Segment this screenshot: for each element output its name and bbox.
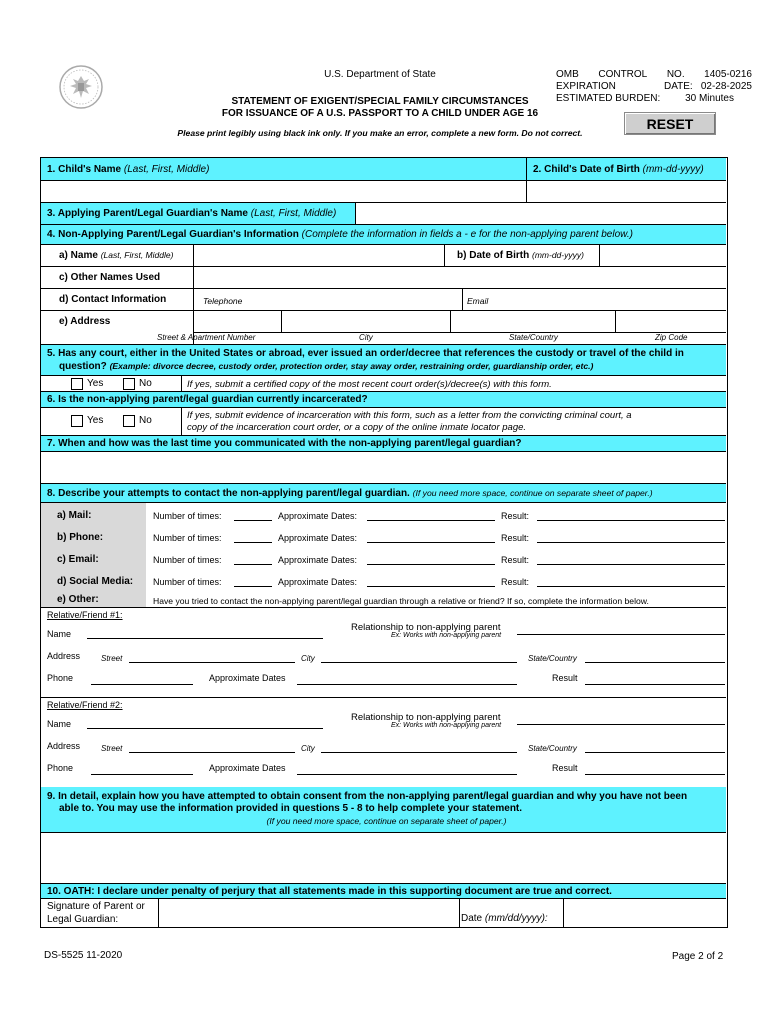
form-title-line2: FOR ISSUANCE OF A U.S. PASSPORT TO A CHILD UNDER AGE 16 (221, 108, 539, 119)
nap-name-input[interactable] (195, 246, 441, 264)
court-order-no-checkbox[interactable] (123, 378, 135, 390)
incarcerated-note-1: If yes, submit evidence of incarceration with this form, such as a letter from the convicting criminal court, a (187, 410, 632, 421)
friend-state-input[interactable] (585, 742, 725, 753)
signature-label: Signature of Parent or Legal Guardian: (47, 901, 145, 925)
telephone-label: Telephone (203, 296, 243, 306)
friend-result-input[interactable] (585, 764, 725, 775)
nap-dob-input[interactable] (601, 246, 723, 264)
nap-email-input[interactable] (497, 290, 723, 308)
city-caption: City (359, 333, 373, 342)
nap-address-label: e) Address (59, 316, 111, 327)
attempt-times-input[interactable] (234, 576, 272, 587)
last-communication-input[interactable] (43, 453, 724, 481)
friend-name-input[interactable] (87, 628, 323, 639)
form-id: DS-5525 11-2020 (44, 950, 123, 961)
attempt-row-label: d) Social Media: (57, 576, 134, 587)
friend-phone-input[interactable] (91, 674, 193, 685)
attempt-times-input[interactable] (234, 510, 272, 521)
attempt-other-label: e) Other: (57, 594, 99, 605)
nap-contact-label: d) Contact Information (59, 294, 167, 305)
attempt-dates-input[interactable] (367, 510, 495, 521)
friend-city-input[interactable] (321, 652, 517, 663)
friend-street-input[interactable] (129, 652, 295, 663)
email-label: Email (467, 296, 489, 306)
friend-street-input[interactable] (129, 742, 295, 753)
consent-explanation-input[interactable] (43, 834, 724, 882)
department-name: U.S. Department of State (324, 69, 436, 80)
form-instructions: Please print legibly using black ink only. If you make an error, complete a new form. Do not correct. (177, 128, 583, 138)
page-number: Page 2 of 2 (672, 951, 724, 962)
attempt-dates-input[interactable] (367, 554, 495, 565)
nap-dob-label: b) Date of Birth (mm-dd-yyyy) (457, 250, 584, 261)
friend-title: Relative/Friend #2: (47, 700, 123, 710)
omb-info: OMB CONTROL NO. 1405-0216 EXPIRATION DATE: 02-28-2025 ESTIMATED BURDEN: 30 Minutes (556, 69, 752, 104)
reset-button[interactable]: RESET (624, 112, 716, 135)
section-2-header: 2. Child's Date of Birth (mm-dd-yyyy) (533, 163, 704, 175)
friend-city-input[interactable] (321, 742, 517, 753)
street-caption: Street & Apartment Number (157, 333, 256, 342)
attempt-result-input[interactable] (537, 510, 725, 521)
applying-parent-name-input[interactable] (357, 205, 723, 222)
form-body: 1. Child's Name (Last, First, Middle) 2. Child's Date of Birth (mm-dd-yyyy) 3. Applying Parent/Legal Guardian's Name (Last, First, Middle) 4. Non-Applying Parent/Legal Guardian's Information (Complete the information in fields a - e for the non-applying parent below.) a) Name (Last, First, Middle) b) Date of Birth (mm-dd-yyyy) c) Other Names Used d) Contact Information Telephone Email e) Address Street & Apartment Number City State/Country Zip Code 5. Has any court, either in the United States or abroad, ever issued an order/decree that references the custody or travel of the child in question? (Example: divorce decree, custody order, protection order, stay away order, restraining order, guardianship order, etc.) Yes No If yes, submit a certified copy of the most recent court order(s)/decree(s) with this form. 6. Is the non-applying parent/legal guardian currently incarcerated? Yes No If yes, submit evidence of incarceration with this form, such as a letter from the convicting criminal court, a copy of the incarceration court order, or a copy of the online inmate locator page. 7. When and how was the last time you communicated with the non-applying parent/legal guardian? 8. Describe your attempts to contact the non-applying parent/legal guardian. (If you need more space, continue on separate sheet of paper.) a) Mail: Number of times: Approximate Dates: Result: b) Phone: Number of times: Approximate Dates: Result: c) Email: Number of times: Approximate Dates: Result: d) Social Media: Number of times: Approximate Dates: Result: e) Other: Have you tried to contact the non-applying parent/legal guardian through a relative or friend? If so, complete the information below. Relative/Friend #1: Name Relationship to non-applying parent Ex: Works with non-applying parent Address Street City State/Country Phone Approximate Dates Result Relative/Friend #2: Name Relationship to non-applying parent Ex: Works with non-applying parent Address Street City State/Country Phone Approximate Dates Result 9. In detail, explain how you have attempted to obtain consent from the non-applying parent/legal guardian and why you have not been able to. You may use the information provided in questions 5 - 8 to help complete your statement. (If you need more space, continue on separate sheet of paper.) 10. OATH: I declare under penalty of perjury that all statements made in this supporting document are true and correct. Signature of Parent or Legal Guardian: Date (mm/dd/yyyy): (40, 157, 728, 928)
court-order-yes-checkbox[interactable] (71, 378, 83, 390)
attempt-row-label: a) Mail: (57, 510, 92, 521)
form-title-line1: STATEMENT OF EXIGENT/SPECIAL FAMILY CIRCUMSTANCES (231, 96, 529, 107)
child-name-input[interactable] (43, 182, 523, 200)
attempt-row-label: c) Email: (57, 554, 99, 565)
date-input[interactable] (565, 900, 724, 925)
attempt-times-input[interactable] (234, 532, 272, 543)
section-9-header: 9. In detail, explain how you have attempted to obtain consent from the non-applying parent/legal guardian and why you have not been able to. You may use the information provided in questions 5 - 8 to help complete your statement. (If you need more space, continue on separate sheet of paper.) (41, 787, 726, 832)
friend-relationship-input[interactable] (517, 714, 725, 725)
nap-city-input[interactable] (283, 312, 449, 330)
incarcerated-note-2: copy of the incarceration court order, or a copy of the online inmate locator page. (187, 422, 527, 433)
nap-state-input[interactable] (452, 312, 614, 330)
attempt-result-input[interactable] (537, 532, 725, 543)
court-order-note: If yes, submit a certified copy of the most recent court order(s)/decree(s) with this form. (187, 379, 552, 390)
attempt-result-input[interactable] (537, 554, 725, 565)
section-5-header: 5. Has any court, either in the United States or abroad, ever issued an order/decree that references the custody or travel of the child in question? (Example: divorce decree, custody order, protection order, stay away order, restraining order, guardianship order, etc.) (41, 345, 726, 375)
incarcerated-yes-checkbox[interactable] (71, 415, 83, 427)
friend-dates-input[interactable] (297, 764, 517, 775)
department-seal-icon (58, 64, 104, 110)
nap-zip-input[interactable] (617, 312, 723, 330)
signature-input[interactable] (160, 900, 458, 925)
nap-other-names-input[interactable] (195, 268, 723, 286)
nap-name-label: a) Name (Last, First, Middle) (59, 250, 174, 261)
incarcerated-no-checkbox[interactable] (123, 415, 135, 427)
friend-title: Relative/Friend #1: (47, 610, 123, 620)
child-dob-input[interactable] (529, 182, 724, 200)
section-3-header: 3. Applying Parent/Legal Guardian's Name (Last, First, Middle) (41, 203, 355, 224)
section-1-header: 1. Child's Name (Last, First, Middle) (41, 158, 726, 180)
section-8-header: 8. Describe your attempts to contact the non-applying parent/legal guardian. (If you need more space, continue on separate sheet of paper.) (41, 484, 726, 502)
attempt-row-label: b) Phone: (57, 532, 104, 543)
section-6-header: 6. Is the non-applying parent/legal guardian currently incarcerated? (41, 392, 726, 407)
friend-state-input[interactable] (585, 652, 725, 663)
zip-caption: Zip Code (655, 333, 688, 342)
attempt-dates-input[interactable] (367, 532, 495, 543)
friend-name-input[interactable] (87, 718, 323, 729)
friend-relationship-input[interactable] (517, 624, 725, 635)
state-caption: State/Country (509, 333, 558, 342)
friend-phone-input[interactable] (91, 764, 193, 775)
date-label: Date (mm/dd/yyyy): (461, 913, 548, 924)
attempt-result-input[interactable] (537, 576, 725, 587)
friend-dates-input[interactable] (297, 674, 517, 685)
section-4-header: 4. Non-Applying Parent/Legal Guardian's Information (Complete the information in fields a - e for the non-applying parent below.) (41, 225, 726, 244)
friend-result-input[interactable] (585, 674, 725, 685)
nap-telephone-input[interactable] (251, 290, 461, 308)
attempt-times-input[interactable] (234, 554, 272, 565)
nap-street-input[interactable] (195, 312, 279, 330)
section-7-header: 7. When and how was the last time you communicated with the non-applying parent/legal guardian? (41, 436, 726, 451)
attempt-other-note: Have you tried to contact the non-applying parent/legal guardian through a relative or friend? If so, complete the information below. (153, 596, 649, 606)
section-10-header: 10. OATH: I declare under penalty of perjury that all statements made in this supporting document are true and correct. (41, 884, 726, 898)
attempt-dates-input[interactable] (367, 576, 495, 587)
nap-other-names-label: c) Other Names Used (59, 272, 161, 283)
